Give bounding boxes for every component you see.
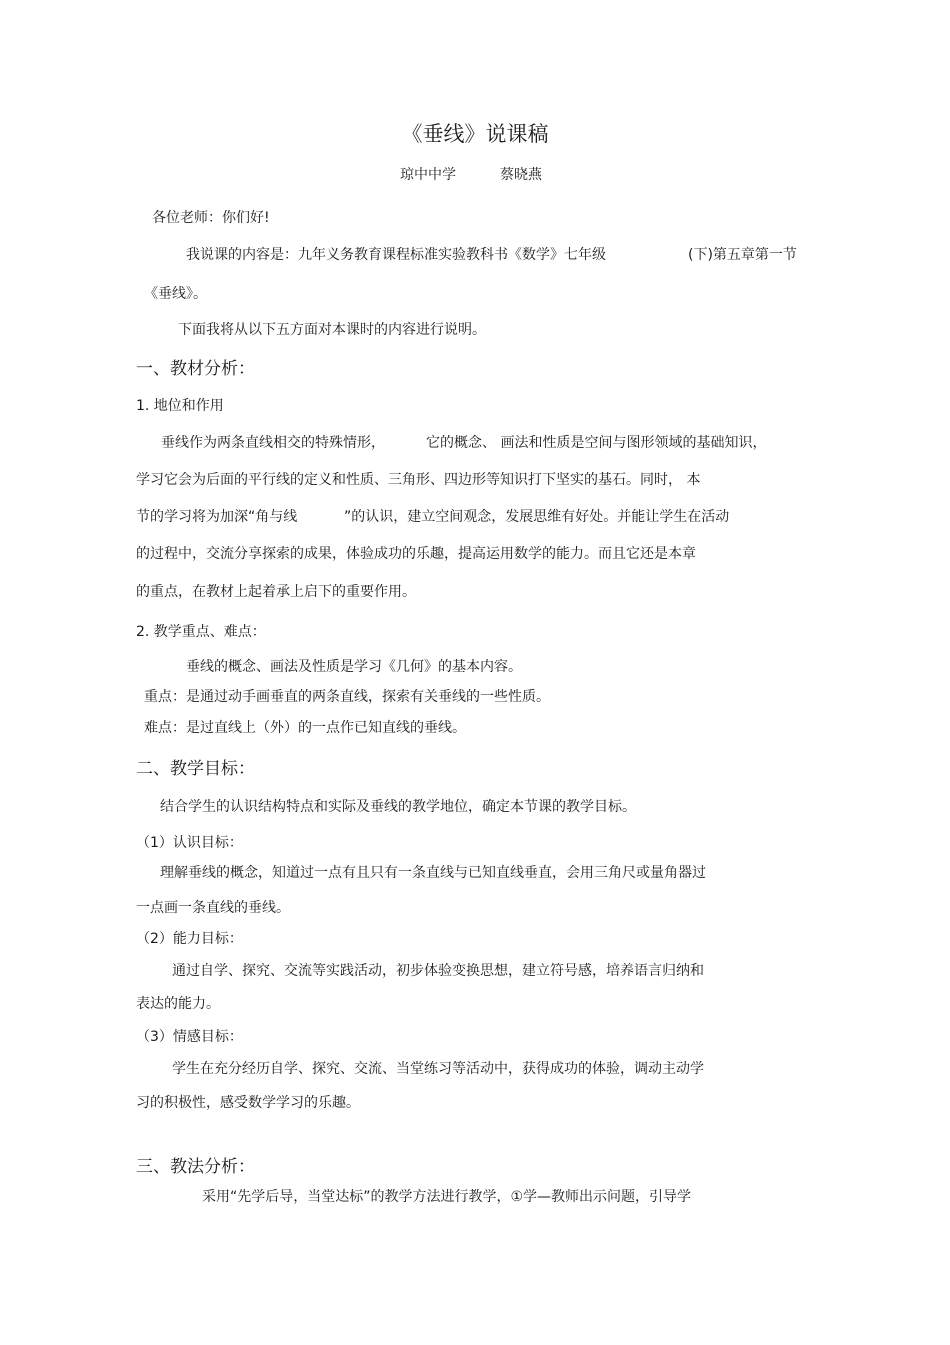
- section-1-sub-1-p1a: 垂线作为两条直线相交的特殊情形，: [161, 435, 385, 451]
- goal-2-heading: （2）能力目标：: [136, 931, 243, 947]
- goal-2-p1: 通过自学、探究、交流等实践活动，初步体验变换思想，建立符号感，培养语言归纳和: [172, 963, 704, 979]
- section-1-sub-1-p3a: 节的学习将为加深“角与线: [136, 509, 298, 525]
- goal-1-heading: （1）认识目标：: [136, 835, 243, 851]
- section-1-sub-1-p1b: 它的概念、 画法和性质是空间与图形领域的基础知识，: [426, 435, 767, 451]
- intro-line-3: 下面我将从以下五方面对本课时的内容进行说明。: [178, 322, 486, 338]
- author-name: 蔡晓燕: [500, 167, 542, 183]
- goal-1-p2: 一点画一条直线的垂线。: [136, 900, 290, 916]
- intro-line-1b: (下)第五章第一节: [688, 247, 797, 263]
- section-1-sub-1-p4: 的过程中，交流分享探索的成果，体验成功的乐趣，提高运用数学的能力。而且它还是本章: [136, 546, 696, 562]
- greeting: 各位老师：你们好!: [152, 210, 270, 226]
- section-1-sub-2-p2: 重点：是通过动手画垂直的两条直线，探索有关垂线的一些性质。: [144, 689, 550, 705]
- section-1-sub-2-p3: 难点：是过直线上（外）的一点作已知直线的垂线。: [144, 720, 466, 736]
- section-1-sub-1-p3b: ”的认识，建立空间观念，发展思维有好处。并能让学生在活动: [344, 509, 730, 525]
- section-3-p1: 采用“先学后导，当堂达标”的教学方法进行教学，①学—教师出示问题，引导学: [202, 1189, 692, 1205]
- school-name: 琼中中学: [400, 167, 456, 183]
- page-title: 《垂线》说课稿: [401, 122, 549, 146]
- section-2-heading: 二、教学目标：: [136, 759, 255, 779]
- section-3-heading: 三、教法分析：: [136, 1157, 255, 1177]
- intro-line-1a: 我说课的内容是：九年义务教育课程标准实验教科书《数学》七年级: [186, 247, 606, 263]
- goal-2-p2: 表达的能力。: [136, 996, 220, 1012]
- section-1-sub-1-heading: 1. 地位和作用: [136, 398, 224, 414]
- goal-1-p1: 理解垂线的概念，知道过一点有且只有一条直线与已知直线垂直，会用三角尺或量角器过: [160, 865, 706, 881]
- section-1-heading: 一、教材分析：: [136, 359, 255, 379]
- section-1-sub-1-p2: 学习它会为后面的平行线的定义和性质、三角形、四边形等知识打下坚实的基石。同时， 本: [136, 472, 701, 488]
- section-1-sub-2-p1: 垂线的概念、画法及性质是学习《几何》的基本内容。: [186, 659, 522, 675]
- section-1-sub-1-p5: 的重点，在教材上起着承上启下的重要作用。: [136, 584, 416, 600]
- goal-3-heading: （3）情感目标：: [136, 1029, 243, 1045]
- intro-line-2: 《垂线》。: [144, 286, 207, 302]
- goal-3-p2: 习的积极性，感受数学学习的乐趣。: [136, 1095, 360, 1111]
- section-1-sub-2-heading: 2. 教学重点、难点：: [136, 624, 266, 640]
- goal-3-p1: 学生在充分经历自学、探究、交流、当堂练习等活动中，获得成功的体验，调动主动学: [172, 1061, 704, 1077]
- section-2-intro: 结合学生的认识结构特点和实际及垂线的教学地位，确定本节课的教学目标。: [160, 799, 636, 815]
